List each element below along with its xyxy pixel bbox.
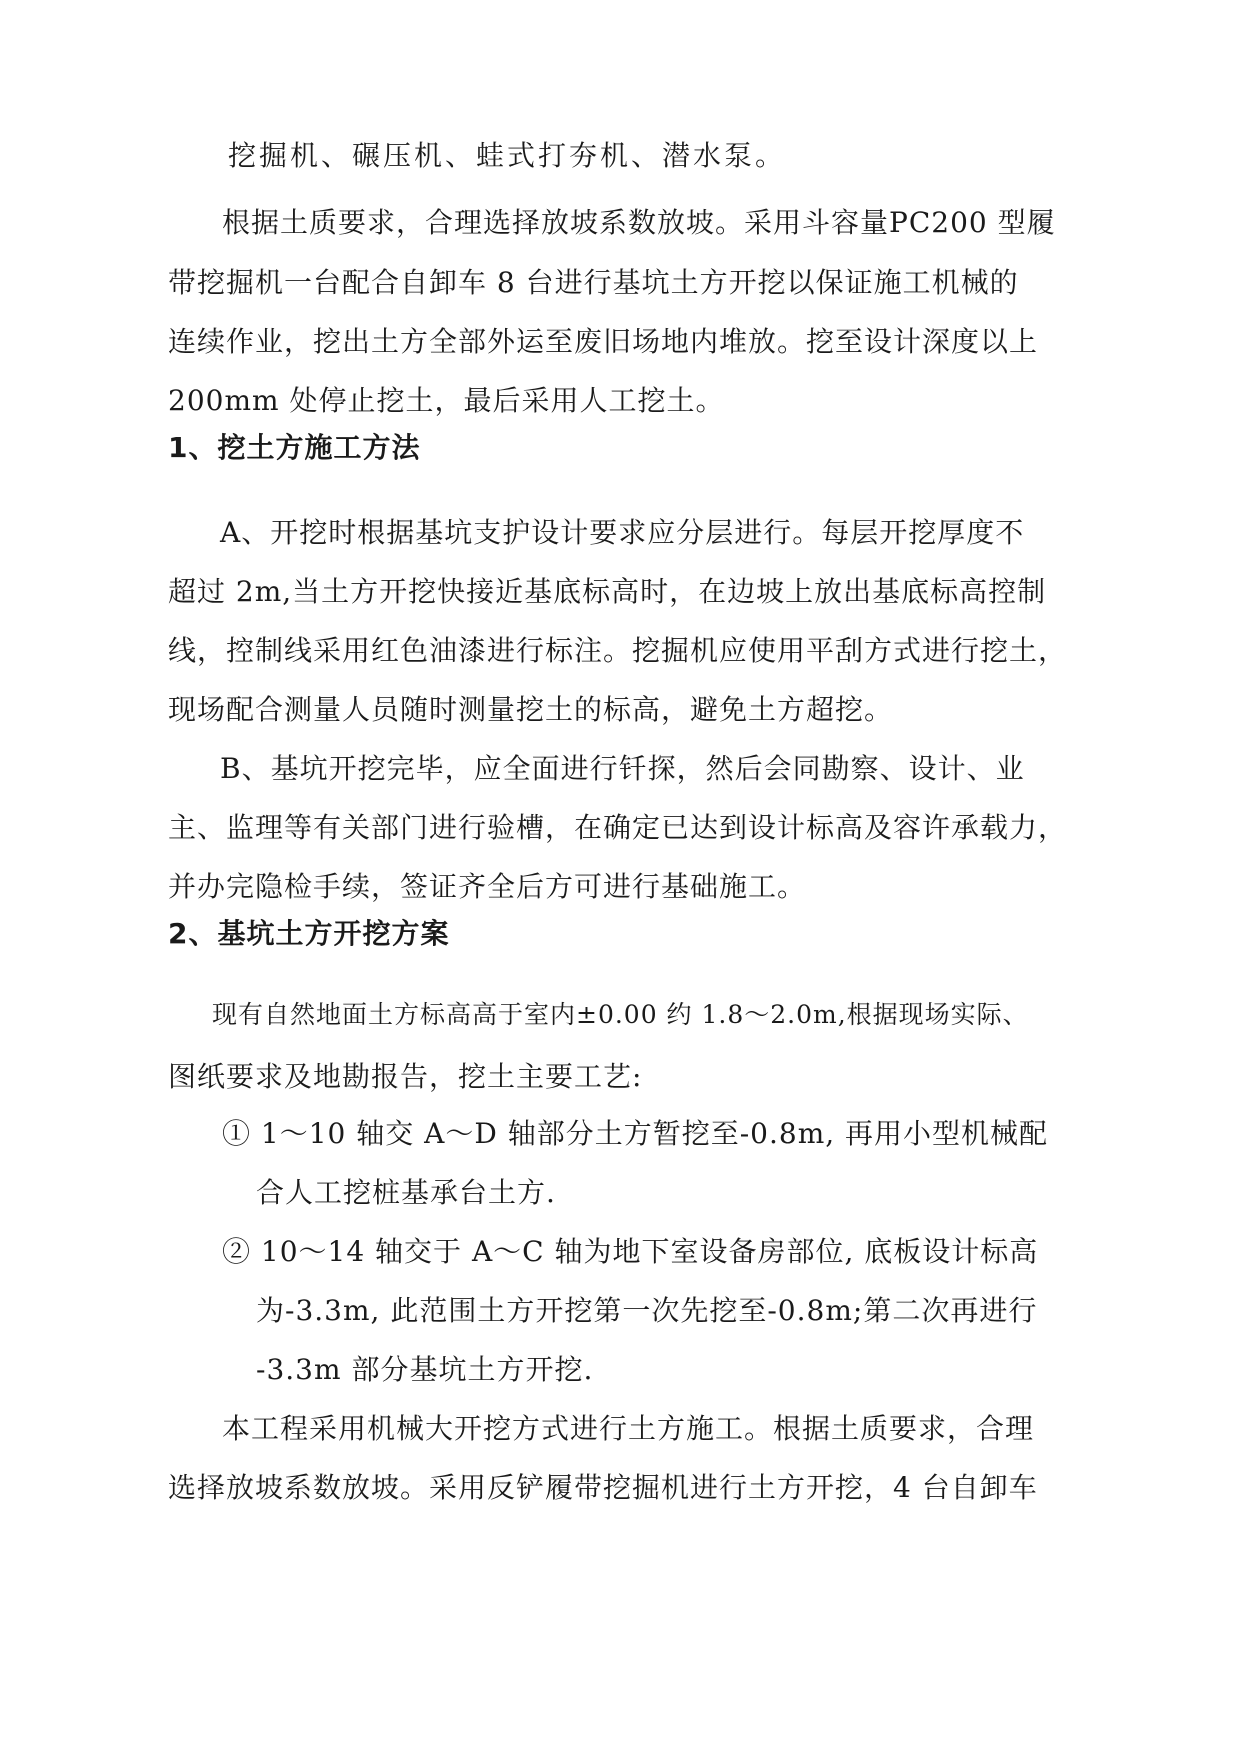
- paraB-line-3: 并办完隐检手续，签证齐全后方可进行基础施工。: [168, 870, 807, 903]
- para1-line-1: 根据土质要求，合理选择放坡系数放坡。采用斗容量PC200 型履: [222, 206, 1056, 239]
- para1-line-3: 连续作业，挖出土方全部外运至废旧场地内堆放。挖至设计深度以上: [168, 325, 1039, 358]
- paraB-line-1: B、基坑开挖完毕，应全面进行钎探，然后会同勘察、设计、业: [220, 752, 1025, 785]
- section2-intro-line-1: 现有自然地面土方标高高于室内±0.00 约 1.8～2.0m,根据现场实际、: [212, 1000, 1029, 1029]
- item2-line-2: 为-3.3m, 此范围土方开挖第一次先挖至-0.8m;第二次再进行: [256, 1294, 1038, 1327]
- closing-line-2: 选择放坡系数放坡。采用反铲履带挖掘机进行土方开挖，4 台自卸车: [168, 1471, 1038, 1504]
- paraA-line-4: 现场配合测量人员随时测量挖土的标高，避免土方超挖。: [168, 693, 894, 726]
- item2-line-3: -3.3m 部分基坑土方开挖.: [256, 1353, 594, 1386]
- para1-line-2: 带挖掘机一台配合自卸车 8 台进行基坑土方开挖以保证施工机械的: [168, 266, 1019, 299]
- item1-line-2: 合人工挖桩基承台土方.: [256, 1176, 556, 1209]
- intro-line: 挖掘机、碾压机、蛙式打夯机、潜水泵。: [228, 139, 787, 172]
- closing-line-1: 本工程采用机械大开挖方式进行土方施工。根据土质要求，合理: [222, 1412, 1035, 1445]
- item2-line-1: ② 10～14 轴交于 A～C 轴为地下室设备房部位, 底板设计标高: [222, 1235, 1039, 1268]
- section2-intro-line-2: 图纸要求及地勘报告，挖土主要工艺:: [168, 1060, 643, 1093]
- paraA-line-2: 超过 2m,当土方开挖快接近基底标高时，在边坡上放出基底标高控制: [168, 575, 1047, 608]
- section2-heading: 2、基坑土方开挖方案: [168, 917, 450, 950]
- section1-heading: 1、挖土方施工方法: [168, 431, 421, 464]
- paraA-line-1: A、开挖时根据基坑支护设计要求应分层进行。每层开挖厚度不: [220, 516, 1025, 549]
- paraB-line-2: 主、监理等有关部门进行验槽，在确定已达到设计标高及容许承载力，: [168, 811, 1068, 844]
- item1-line-1: ① 1～10 轴交 A～D 轴部分土方暂挖至-0.8m, 再用小型机械配: [222, 1117, 1049, 1150]
- para1-line-4: 200mm 处停止挖土，最后采用人工挖土。: [168, 384, 725, 417]
- paraA-line-3: 线，控制线采用红色油漆进行标注。挖掘机应使用平刮方式进行挖土，: [168, 634, 1068, 667]
